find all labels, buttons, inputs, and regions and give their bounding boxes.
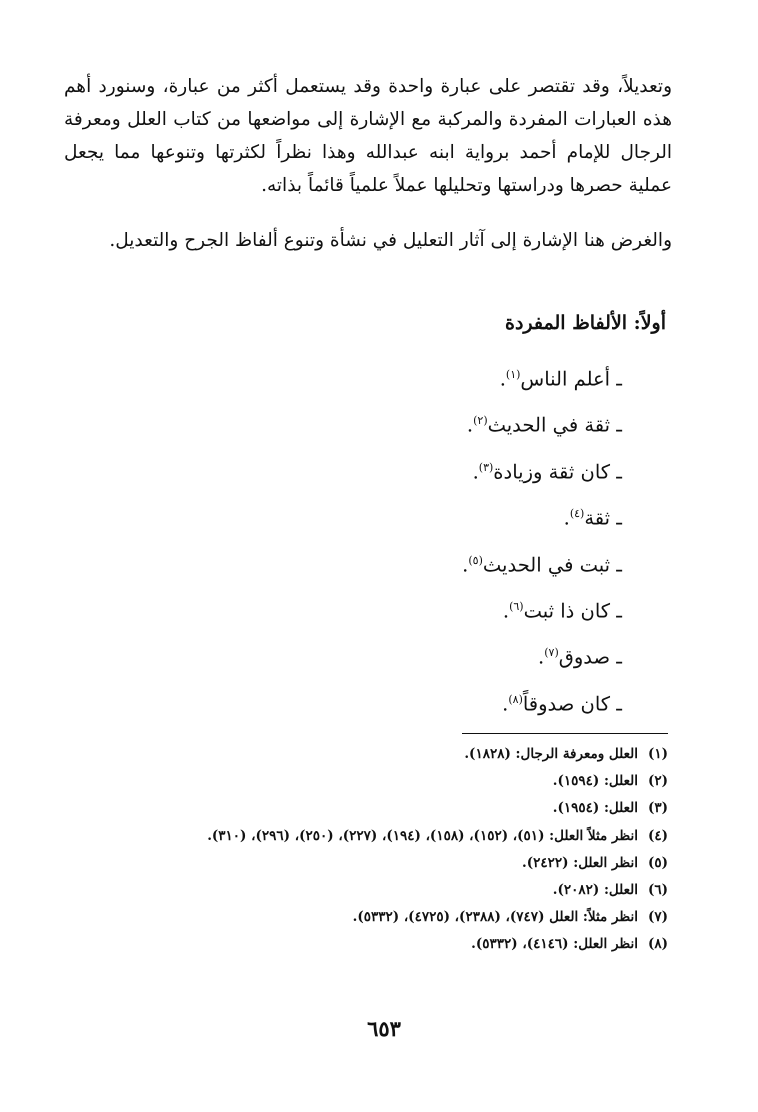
footnote-ref: (٤) <box>569 507 585 521</box>
footnote-text: انظر مثلاً: العلل (٧٤٧)، (٢٣٨٨)، (٤٧٢٥)، (٥٣٣٢). <box>352 909 638 925</box>
footnote-ref: (٣) <box>478 460 494 474</box>
footnote-number: (٤) <box>647 828 668 844</box>
term-text: ـ كان ذا ثبت <box>523 599 622 623</box>
footnote <box>58 822 668 850</box>
footnote-number: (٢) <box>647 773 668 789</box>
footnote-text: انظر مثلاً العلل: (٥١)، (١٥٢)، (١٥٨)، (١٩٤)، (٢٢٧)، (٢٥٠)، (٢٩٦)، (٣١٠). <box>207 828 638 844</box>
section-heading: أولاً: الألفاظ المفردة <box>505 312 666 334</box>
page-number: ٦٥٣ <box>367 1016 401 1041</box>
footnote-number: (١) <box>647 746 668 762</box>
term-text: ـ كان ثقة وزيادة <box>493 460 622 484</box>
term-text: ـ ثقة في الحديث <box>487 413 622 437</box>
term-end: . <box>466 413 474 437</box>
footnote-number: (٣) <box>647 800 668 816</box>
list-item <box>462 491 622 537</box>
footnote <box>58 904 668 931</box>
footnote-number: (٧) <box>647 909 668 925</box>
footnote <box>58 768 668 795</box>
term-text: ـ أعلم الناس <box>520 367 622 391</box>
footnote-number: (٦) <box>647 882 668 898</box>
footnote-text: العلل: (١٩٥٤). <box>552 800 638 816</box>
footnote-ref: (٢) <box>473 414 488 428</box>
footnote <box>58 931 668 958</box>
list-item <box>462 398 622 444</box>
footnote-number: (٥) <box>647 855 668 871</box>
term-end: . <box>499 367 506 391</box>
footnote <box>58 741 668 768</box>
list-item <box>462 352 622 398</box>
list-item <box>462 584 622 630</box>
term-text: ـ كان صدوقاً <box>522 692 622 716</box>
footnote-ref: (١) <box>505 368 521 381</box>
list-item <box>462 445 622 491</box>
footnote-divider <box>462 733 668 734</box>
term-end: . <box>472 460 479 484</box>
term-end: . <box>462 553 469 577</box>
footnote-text: العلل: (١٥٩٤). <box>552 773 638 789</box>
term-text: ـ ثقة <box>584 506 622 530</box>
footnote-number: (٨) <box>647 936 668 952</box>
footnote <box>58 877 668 904</box>
term-end: . <box>563 506 570 530</box>
list-item <box>462 677 622 723</box>
list-item <box>462 630 622 676</box>
footnote-ref: (٧) <box>544 646 559 660</box>
footnotes <box>58 741 668 958</box>
footnote-text: العلل: (٢٠٨٢). <box>552 882 638 898</box>
footnote-ref: (٥) <box>468 553 483 567</box>
list-item <box>462 538 622 584</box>
footnote <box>58 795 668 822</box>
paragraph-intro: وتعديلاً، وقد تقتصر على عبارة واحدة وقد يستعمل أكثر من عبارة، وسنورد أهم هذه العبارات المفردة والمركبة مع الإشارة إلى مواضعها من كتاب العلل ومعرفة الرجال للإمام أحمد برواية ابنه عبدالله وهذا نظراً لكثرتها وتنوعها مما يجعل عملية حصرها ودراستها وتحليلها عملاً علمياً قائماً بذاته. <box>64 76 672 196</box>
footnote-text: انظر العلل: (٤١٤٦)، (٥٣٣٢). <box>471 936 638 952</box>
footnote-ref: (٦) <box>509 599 524 613</box>
term-text: ـ صدوق <box>558 645 622 669</box>
footnote-text: انظر العلل: (٢٤٢٢). <box>522 855 638 871</box>
term-end: . <box>502 599 510 623</box>
term-end: . <box>502 692 509 716</box>
term-list <box>462 352 622 723</box>
footnote-ref: (٨) <box>508 692 523 706</box>
paragraph-purpose: والغرض هنا الإشارة إلى آثار التعليل في نشأة وتنوع ألفاظ الجرح والتعديل. <box>109 230 672 251</box>
footnote-text: العلل ومعرفة الرجال: (١٨٢٨). <box>464 746 638 762</box>
term-end: . <box>538 645 545 669</box>
footnote <box>58 850 668 877</box>
term-text: ـ ثبت في الحديث <box>482 553 622 577</box>
